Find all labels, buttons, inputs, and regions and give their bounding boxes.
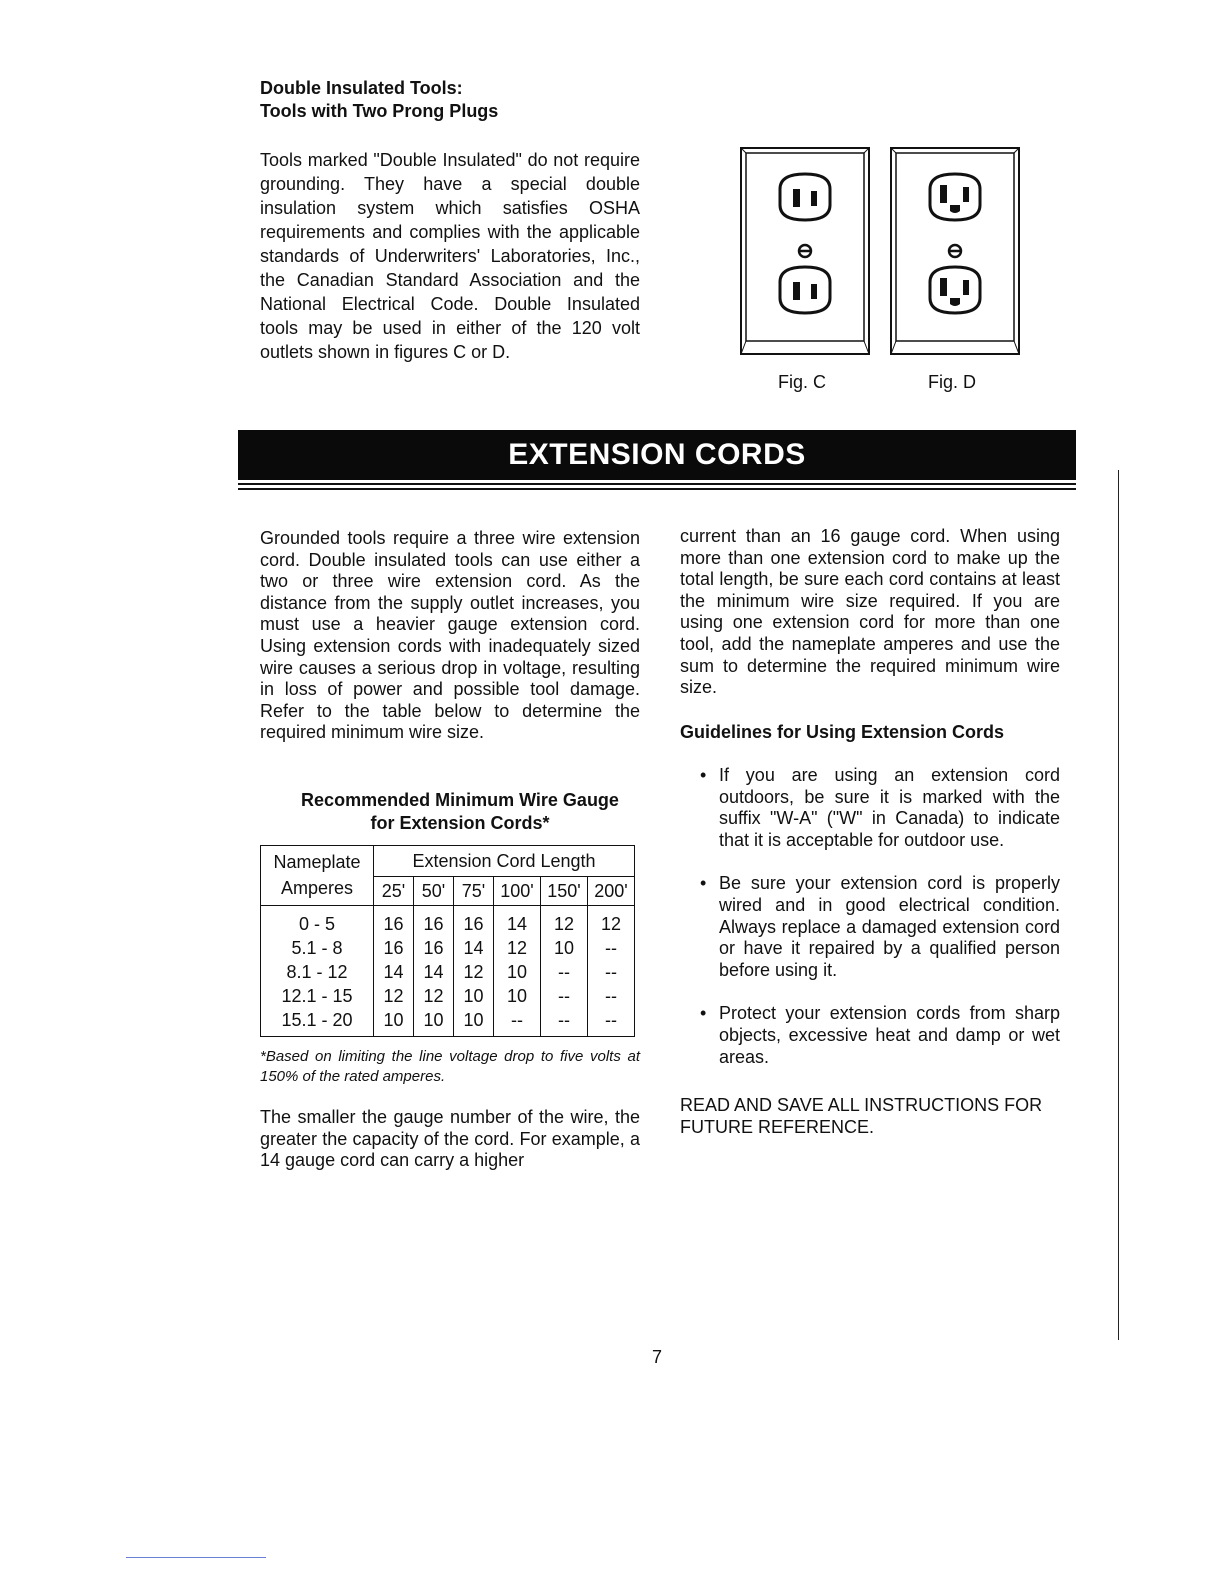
- wire-gauge-table: [260, 845, 635, 1037]
- right-margin-line: [1118, 470, 1119, 1340]
- amperes-column: [261, 906, 374, 1037]
- bullet-icon: •: [700, 873, 707, 894]
- length-header-cell: 100': [494, 877, 541, 906]
- gauge-cell: 16: [463, 914, 484, 934]
- extension-cord-continuation: current than an 16 gauge cord. When using more than one extension cord to make up the total length, be sure each cord contains at least the minimum wire size required. If you are using one extension cord for more than one tool, add the nameplate amperes and use the sum to determine the required minimum wire size.: [680, 526, 1060, 698]
- amperes-cell: 8.1 - 12: [286, 962, 348, 982]
- gauge-cell: 14: [506, 914, 528, 934]
- length-header-cell: 50': [414, 877, 454, 906]
- gauge-capacity-paragraph: The smaller the gauge number of the wire, the greater the capacity of the cord. For example, a 14 gauge cord can carry a higher: [260, 1107, 640, 1171]
- header-nameplate-amperes: [261, 846, 374, 906]
- gauge-cell: --: [605, 986, 617, 1006]
- outlet-fig-d-illustration: [890, 147, 1020, 355]
- gauge-cell: 10: [506, 986, 528, 1006]
- section-banner: [238, 430, 1076, 480]
- gauge-cell: --: [558, 1010, 570, 1030]
- gauge-cell: 14: [463, 938, 484, 958]
- gauge-cell: 12: [423, 986, 444, 1006]
- gauge-cell: 16: [383, 938, 404, 958]
- double-insulated-heading: [260, 77, 498, 123]
- fig-d-label: Fig. D: [928, 372, 977, 392]
- banner-rule-1: [238, 483, 1076, 485]
- gauge-cell: 12: [600, 914, 622, 934]
- gauge-cell: 16: [423, 938, 444, 958]
- page-number: 7: [652, 1347, 663, 1367]
- list-item: [680, 1003, 1060, 1068]
- gauge-column-25ft: [374, 906, 414, 1037]
- gauge-cell: 10: [423, 1010, 444, 1030]
- length-header-cell: 200': [588, 877, 635, 906]
- gauge-cell: 10: [383, 1010, 404, 1030]
- gauge-cell: 12: [506, 938, 528, 958]
- gauge-cell: --: [605, 938, 617, 958]
- length-header-cell: 150': [541, 877, 588, 906]
- amperes-cell: 15.1 - 20: [281, 1010, 353, 1030]
- length-header-cell: 75': [454, 877, 494, 906]
- bottom-blue-line: [126, 1557, 266, 1558]
- bullet-icon: •: [700, 1003, 707, 1024]
- header-amp-line-2: Amperes: [280, 878, 354, 898]
- amperes-cell: 0 - 5: [298, 914, 336, 934]
- gauge-column-150ft: [541, 906, 588, 1037]
- outlet-fig-c-illustration: [740, 147, 870, 355]
- list-item-text: Be sure your extension cord is properly wired and in good electrical condition. Always replace a damaged extension cord or have it repaired by a qualified person before using it.: [719, 873, 1060, 980]
- gauge-cell: 10: [506, 962, 528, 982]
- amperes-cell: 12.1 - 15: [281, 986, 353, 1006]
- gauge-cell: --: [605, 962, 617, 982]
- header-amp-line-1: Nameplate: [273, 852, 361, 872]
- bullet-icon: •: [700, 765, 707, 785]
- gauge-cell: 10: [553, 938, 575, 958]
- gauge-column-75ft: [454, 906, 494, 1037]
- gauge-cell: 12: [463, 962, 484, 982]
- gauge-cell: --: [511, 1010, 523, 1030]
- list-item: [680, 765, 1060, 851]
- gauge-cell: 12: [553, 914, 575, 934]
- gauge-cell: 12: [383, 986, 404, 1006]
- table-title-line-1: Recommended Minimum Wire Gauge: [301, 790, 619, 810]
- fig-c-label: Fig. C: [778, 372, 827, 392]
- list-item-text: If you are using an extension cord outdoors, be sure it is marked with the suffix "W-A" ("W" in Canada) to indicate that it is acceptable for outdoor use.: [719, 765, 1060, 850]
- gauge-cell: 10: [463, 1010, 484, 1030]
- list-item-text: Protect your extension cords from sharp objects, excessive heat and damp or wet areas.: [719, 1003, 1060, 1067]
- double-insulated-paragraph: Tools marked "Double Insulated" do not require grounding. They have a special double insulation system which satisfies OSHA requirements and complies with the applicable standards of Underwriters' Laboratories, Inc., the Canadian Standard Association and the National Electrical Code. Double Insulated tools may be used in either of the 120 volt outlets shown in figures C or D.: [260, 150, 640, 362]
- gauge-column-200ft: [588, 906, 635, 1037]
- gauge-cell: --: [605, 1010, 617, 1030]
- banner-rule-2: [238, 488, 1076, 490]
- guidelines-list: [680, 765, 1060, 1090]
- section-banner-title: EXTENSION CORDS: [508, 438, 806, 471]
- gauge-cell: 10: [463, 986, 484, 1006]
- save-instructions-note: READ AND SAVE ALL INSTRUCTIONS FOR FUTURE REFERENCE.: [680, 1095, 1043, 1137]
- gauge-cell: 14: [423, 962, 444, 982]
- table-title-line-2: for Extension Cords*: [370, 813, 550, 833]
- heading-line-1: Double Insulated Tools:: [260, 78, 463, 98]
- heading-line-2: Tools with Two Prong Plugs: [260, 101, 499, 121]
- table-title: [260, 789, 660, 835]
- gauge-cell: --: [558, 962, 570, 982]
- gauge-column-50ft: [414, 906, 454, 1037]
- gauge-cell: --: [558, 986, 570, 1006]
- gauge-cell: 16: [423, 914, 444, 934]
- amperes-cell: 5.1 - 8: [291, 938, 343, 958]
- table-footnote: *Based on limiting the line voltage drop to five volts at 150% of the rated amperes.: [260, 1048, 640, 1085]
- guidelines-heading: Guidelines for Using Extension Cords: [680, 722, 1005, 742]
- gauge-cell: 14: [383, 962, 404, 982]
- header-extension-cord-length: Extension Cord Length: [374, 846, 635, 877]
- list-item: [680, 873, 1060, 981]
- gauge-column-100ft: [494, 906, 541, 1037]
- gauge-cell: 16: [383, 914, 404, 934]
- length-header-cell: 25': [374, 877, 414, 906]
- extension-cord-intro: Grounded tools require a three wire extension cord. Double insulated tools can use either a two or three wire extension cord. As the distance from the supply outlet increases, you must use a heavier gauge extension cord. Using extension cords with inadequately sized wire causes a serious drop in voltage, resulting in loss of power and possible tool damage. Refer to the table below to determine the required minimum wire size.: [260, 528, 640, 743]
